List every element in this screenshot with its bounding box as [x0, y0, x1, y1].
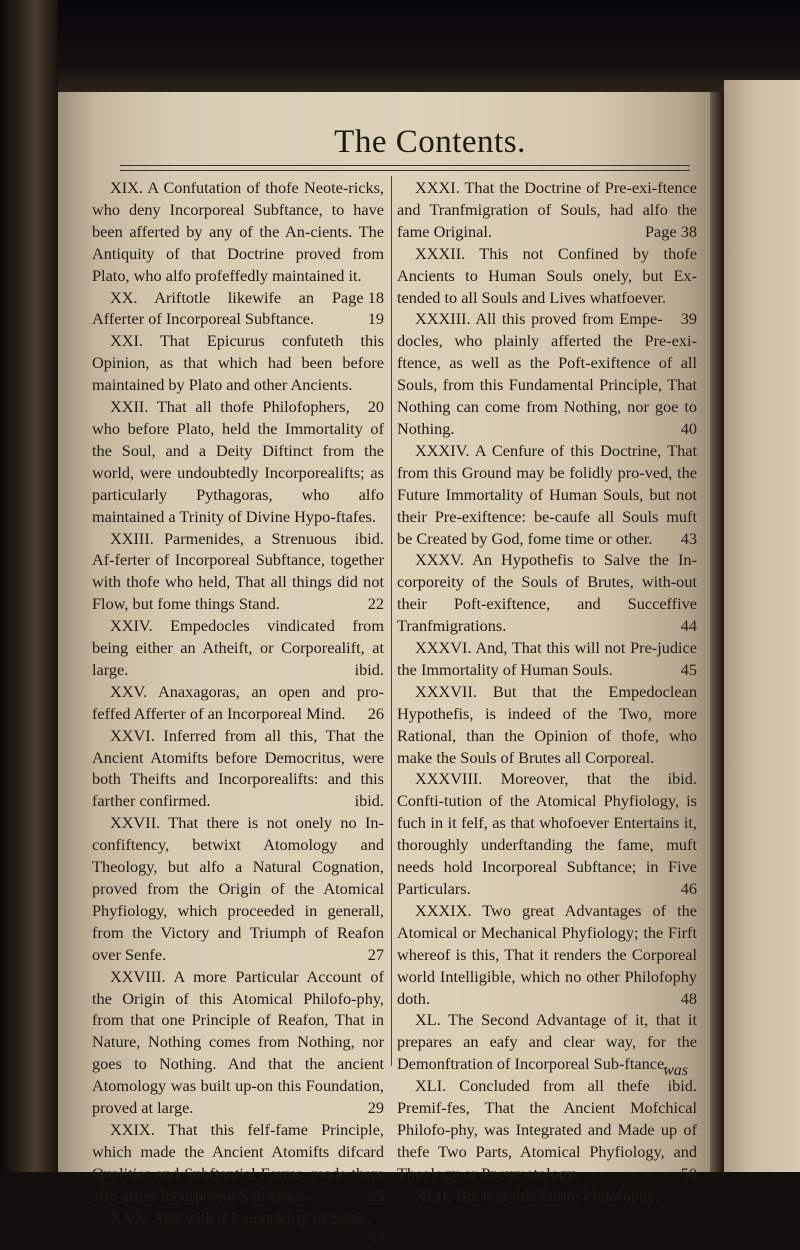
entry-page-number: 27 [350, 944, 384, 966]
entry-page-number: 37 [350, 1229, 384, 1250]
contents-entry [92, 812, 384, 965]
entry-page-number: ibid. [650, 768, 697, 790]
entry-text: XXIV. Empedocles vindicated from being either an Atheift, or Corporealift, at large. [92, 616, 384, 679]
entry-text: XXXVI. And, That this will not Pre-judice the Immortality of Human Souls. [397, 638, 697, 679]
entry-text: XL. The Second Advantage of it, that it prepares an eafy and clear way, for the Demonftration of Incorporeal Sub-ftance. [397, 1010, 697, 1073]
entry-page-number: 26 [350, 703, 384, 725]
entry-page-number: 46 [663, 878, 697, 900]
column-divider [391, 176, 392, 1066]
contents-entry [397, 1185, 697, 1207]
contents-entry [92, 330, 384, 396]
header-rule [120, 165, 690, 171]
contents-entry [397, 900, 697, 1010]
entry-page-number: 22 [350, 593, 384, 615]
entry-page-number: 43 [663, 528, 697, 550]
entry-page-number: 19 [350, 308, 384, 330]
contents-entry [397, 549, 697, 637]
contents-entry [92, 615, 384, 681]
entry-text: XXXVII. But that the Empedoclean Hypothefis, is indeed of the Two, more Rational, than the Opinion of thofe, who make the Souls of Brutes all Corporeal. [397, 682, 697, 767]
entry-text: XXXIX. Two great Advantages of the Atomical or Mechanical Phyfiology; the Firft whereof is this, That it renders the Corporeal world Intelligible, which no other Philofophy doth. [397, 901, 697, 1008]
entry-page-number: ibid. [337, 659, 384, 681]
entry-text: XXIX. That this felf-fame Principle, which made the Ancient Atomifts difcard Qualities and Subftantial Forms, made them alfo affert Incorporeal Subftance. [92, 1120, 384, 1205]
entry-page-number: 39 [663, 308, 697, 330]
entry-page-number: ibid. [337, 528, 384, 550]
entry-page-number: ibid. [337, 790, 384, 812]
entry-page-number: Page 38 [627, 221, 697, 243]
entry-text: XXVII. That there is not onely no In-confiftency, betwixt Atomology and Theology, but alfo a Natural Cognation, proved from the Origin of the Atomical Phyfiology, which proceeded in generall, from the Victory and Triumph of Reafon over Senfe. [92, 813, 384, 963]
contents-entry [92, 177, 384, 287]
contents-column-right [397, 177, 697, 1207]
catchword: was [568, 1062, 688, 1080]
contents-entry [397, 177, 697, 243]
entry-text: XXXII. This not Confined by thofe Ancients to Human Souls onely, but Ex-tended to all Souls and Lives whatfoever. [397, 244, 697, 307]
contents-entry [397, 637, 697, 681]
contents-entry [92, 966, 384, 1119]
entry-text: XXXIII. All this proved from Empe-docles, who plainly afferted the Pre-exi-ftence, as well as the Poft-exiftence of all Souls, from this Fundamental Principle, That Nothing can come from Nothing, nor goe to Nothing. [397, 309, 697, 438]
entry-page-number: 40 [663, 418, 697, 440]
entry-page-number: 50 [663, 1163, 697, 1185]
entry-text: XXIII. Parmenides, a Strenuous Af-ferter of Incorporeal Subftance, together with thofe who held, That all things did not Flow, but fome things Stand. [92, 529, 384, 614]
entry-page-number: 45 [663, 659, 697, 681]
contents-entry [397, 440, 697, 550]
contents-entry [92, 1119, 384, 1207]
entry-text: XXVIII. A more Particular Account of the Origin of this Atomical Philofo-phy, from that one Principle of Reafon, That in Nature, Nothing comes from Nothing, nor goes to Nothing. And that the ancient Atomology was built up-on this Foundation, proved at large. [92, 967, 384, 1117]
contents-entry [397, 681, 697, 769]
page-title: The Contents. [240, 124, 620, 161]
entry-text: XXII. That all thofe Philofophers, who before Plato, held the Immortality of the Soul, and a Deity Diftinct from the world, were undoubtedly Incorporealifts; as particularly Pythagoras, who alfo maintained a Trinity of Divine Hypo-ftafes. [92, 397, 384, 526]
contents-entry [397, 308, 697, 439]
entry-text: XXXIV. A Cenfure of this Doctrine, That from this Ground may be folidly pro-ved, the Future Immortality of Human Souls, but not their Pre-exiftence: be-caufe all Souls muft be Created by God, fome time or other. [397, 441, 697, 548]
contents-entry [92, 681, 384, 725]
entry-page-number: Page 18 [314, 287, 384, 309]
entry-page-number: ibid. [650, 1075, 697, 1097]
entry-text: XLII. But that this Entire Philofophy, [415, 1186, 659, 1205]
entry-text: XX. Ariftotle likewife an Afferter of Incorporeal Subftance. [92, 288, 314, 329]
entry-page-number: 20 [350, 396, 384, 418]
entry-text: XXX. And with it Immortality of Souls. [110, 1208, 371, 1227]
contents-entry [397, 243, 697, 309]
page-gutter [710, 92, 724, 1172]
entry-text: XXVI. Inferred from all this, That the Ancient Atomifts before Democritus, were both Theifts and Incorporealifts: and this farther confirmed. [92, 726, 384, 811]
background-top [0, 0, 800, 92]
entry-text: XXXV. An Hypothefis to Salve the In-corporeity of the Souls of Brutes, with-out their Poft-exiftence, and Succeffive Tranfmigrations. [397, 550, 697, 635]
entry-text: XXV. Anaxagoras, an open and pro-feffed Afferter of an Incorporeal Mind. [92, 682, 384, 723]
contents-entry [92, 396, 384, 527]
facing-page-edge [724, 80, 800, 1172]
contents-column-left [92, 177, 384, 1250]
entry-page-number: 29 [350, 1097, 384, 1119]
entry-text: XXXVIII. Moreover, that the Confti-tution of the Atomical Phyfiology, is fuch in it felf, as that whofoever Entertains it, thoroughly underftanding the fame, muft needs hold Incorporeal Subftance; in Five Particulars. [397, 769, 697, 898]
entry-page-number: 48 [663, 988, 697, 1010]
entry-text: XLI. Concluded from all thefe Premif-fes, That the Ancient Mofchical Philofo-phy, was Integrated and Made up of thefe Two Parts, Atomical Phyfiology, and Theology or Pneumatology. [397, 1076, 697, 1183]
entry-text: XIX. A Confutation of thofe Neote-ricks, who deny Incorporeal Subftance, to have been afferted by any of the An-cients. The Antiquity of that Doctrine proved from Plato, who alfo profeffedly maintained it. [92, 178, 384, 285]
contents-entry [92, 725, 384, 813]
entry-page-number: 44 [663, 615, 697, 637]
entry-text: XXI. That Epicurus confuteth this Opinion, as that which had been before maintained by Plato and other Ancients. [92, 331, 384, 394]
contents-entry [92, 1207, 384, 1229]
entry-text: XXXI. That the Doctrine of Pre-exi-ftence and Tranfmigration of Souls, had alfo the fame Original. [397, 178, 697, 241]
entry-page-number: 35 [350, 1185, 384, 1207]
book-spine-edge [0, 0, 58, 1172]
